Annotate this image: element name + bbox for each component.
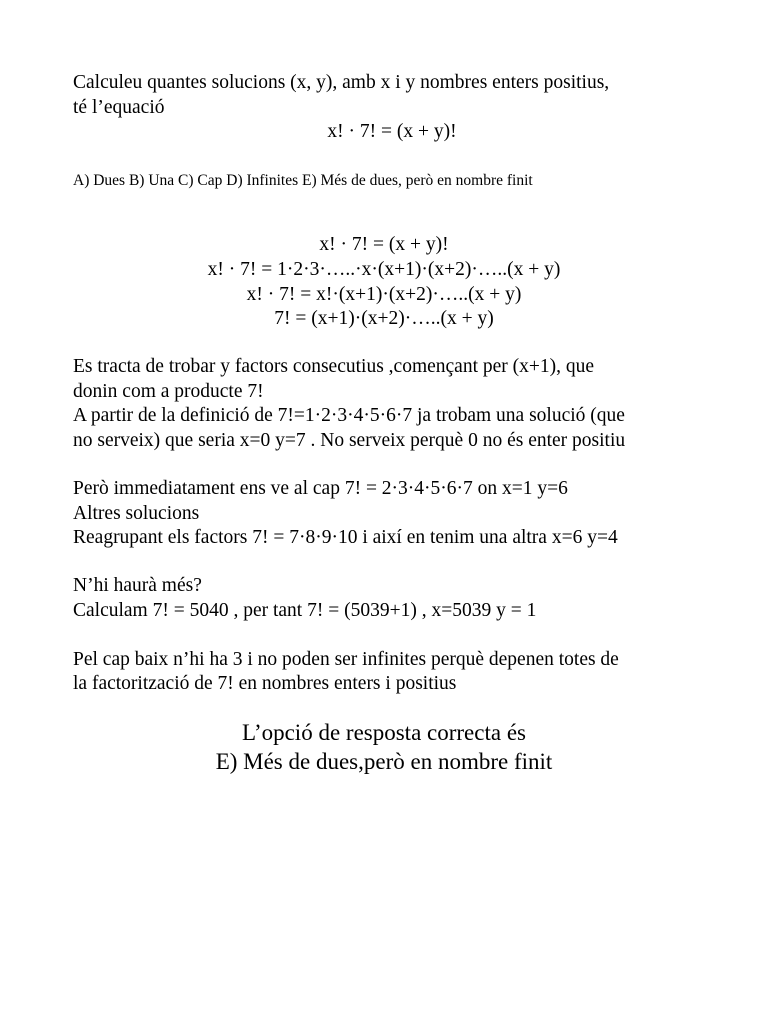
- answer-options: A) Dues B) Una C) Cap D) Infinites E) Més de dues, però en nombre finit: [73, 172, 533, 189]
- problem-statement-line-1: Calculeu quantes solucions (x, y), amb x i y nombres enters positius,: [73, 72, 610, 93]
- explanation-line: Pel cap baix n’hi ha 3 i no poden ser infinites perquè depenen totes de: [73, 649, 619, 670]
- explanation-line: la factorització de 7! en nombres enters i positius: [73, 673, 457, 694]
- explanation-line: Calculam 7! = 5040 , per tant 7! = (5039+1) , x=5039 y = 1: [73, 600, 537, 621]
- explanation-line: Però immediatament ens ve al cap 7! = 2·3·4·5·6·7 on x=1 y=6: [73, 478, 568, 499]
- explanation-line: N’hi haurà més?: [73, 575, 202, 596]
- derivation-step-3: x! · 7! = x!·(x+1)·(x+2)·…..(x + y): [246, 284, 522, 305]
- explanation-line: Reagrupant els factors 7! = 7·8·9·10 i així en tenim una altra x=6 y=4: [73, 527, 618, 548]
- explanation-line: donin com a producte 7!: [73, 381, 264, 402]
- explanation-line: no serveix) que seria x=0 y=7 . No serveix perquè 0 no és enter positiu: [73, 430, 626, 451]
- explanation-line: Es tracta de trobar y factors consecutius ,començant per (x+1), que: [73, 356, 595, 377]
- answer-heading: L’opció de resposta correcta és: [242, 720, 526, 745]
- derivation-step-4: 7! = (x+1)·(x+2)·…..(x + y): [274, 308, 494, 329]
- derivation-step-2: x! · 7! = 1·2·3·…..·x·(x+1)·(x+2)·…..(x + y): [207, 259, 561, 280]
- derivation-step-1: x! · 7! = (x + y)!: [319, 234, 449, 255]
- explanation-line: A partir de la definició de 7!=1·2·3·4·5·6·7 ja trobam una solució (que: [73, 405, 625, 426]
- answer-result: E) Més de dues,però en nombre finit: [215, 749, 553, 774]
- problem-equation: x! · 7! = (x + y)!: [327, 121, 457, 142]
- explanation-line: Altres solucions: [73, 503, 200, 524]
- problem-statement-line-2: té l’equació: [73, 97, 165, 118]
